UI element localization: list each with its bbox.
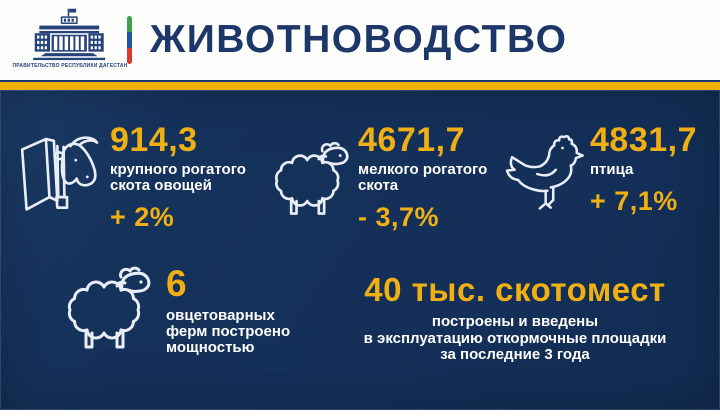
cow-icon: [16, 130, 104, 222]
stat-poultry: [590, 122, 720, 216]
poultry-value: 4831,7: [590, 121, 697, 159]
sheep-icon: [58, 260, 154, 352]
capacity-headline: 40 тыс. скотомест: [364, 271, 666, 308]
cattle-label: крупного рогатого скота овощей: [110, 161, 246, 194]
small-cattle-delta: - 3,7%: [358, 202, 440, 232]
logo-caption: ПРАВИТЕЛЬСТВО РЕСПУБЛИКИ ДАГЕСТАН: [12, 63, 128, 69]
header: [0, 0, 720, 80]
poultry-label: птица: [590, 161, 634, 178]
flag-red-band: [127, 48, 132, 64]
capacity-subtitle: построены и введены в эксплуатацию откормочные площадки за последние 3 года: [363, 313, 667, 363]
chicken-icon: [502, 132, 586, 216]
stat-feedlot-capacity: [335, 272, 695, 364]
stat-cattle: [110, 122, 280, 232]
sheep-icon: [266, 136, 352, 218]
small-cattle-value: 4671,7: [358, 121, 465, 159]
cattle-delta: + 2%: [110, 202, 175, 232]
farms-value: 6: [166, 263, 188, 304]
farms-label: овцетоварных ферм построено мощностью: [166, 307, 291, 356]
government-logo: [12, 6, 128, 76]
flag-green-band: [127, 16, 132, 32]
cattle-value: 914,3: [110, 121, 198, 159]
flag-blue-band: [127, 32, 132, 48]
yellow-accent-stripe: [0, 82, 720, 90]
stat-sheep-farms: [166, 263, 346, 356]
page-title: ЖИВОТНОВОДСТВО: [150, 18, 568, 61]
government-building-icon: [24, 6, 116, 62]
small-cattle-label: мелкого рогатого скота: [358, 161, 488, 194]
poultry-delta: + 7,1%: [590, 186, 678, 216]
dagestan-flag-stripe: [127, 16, 132, 64]
